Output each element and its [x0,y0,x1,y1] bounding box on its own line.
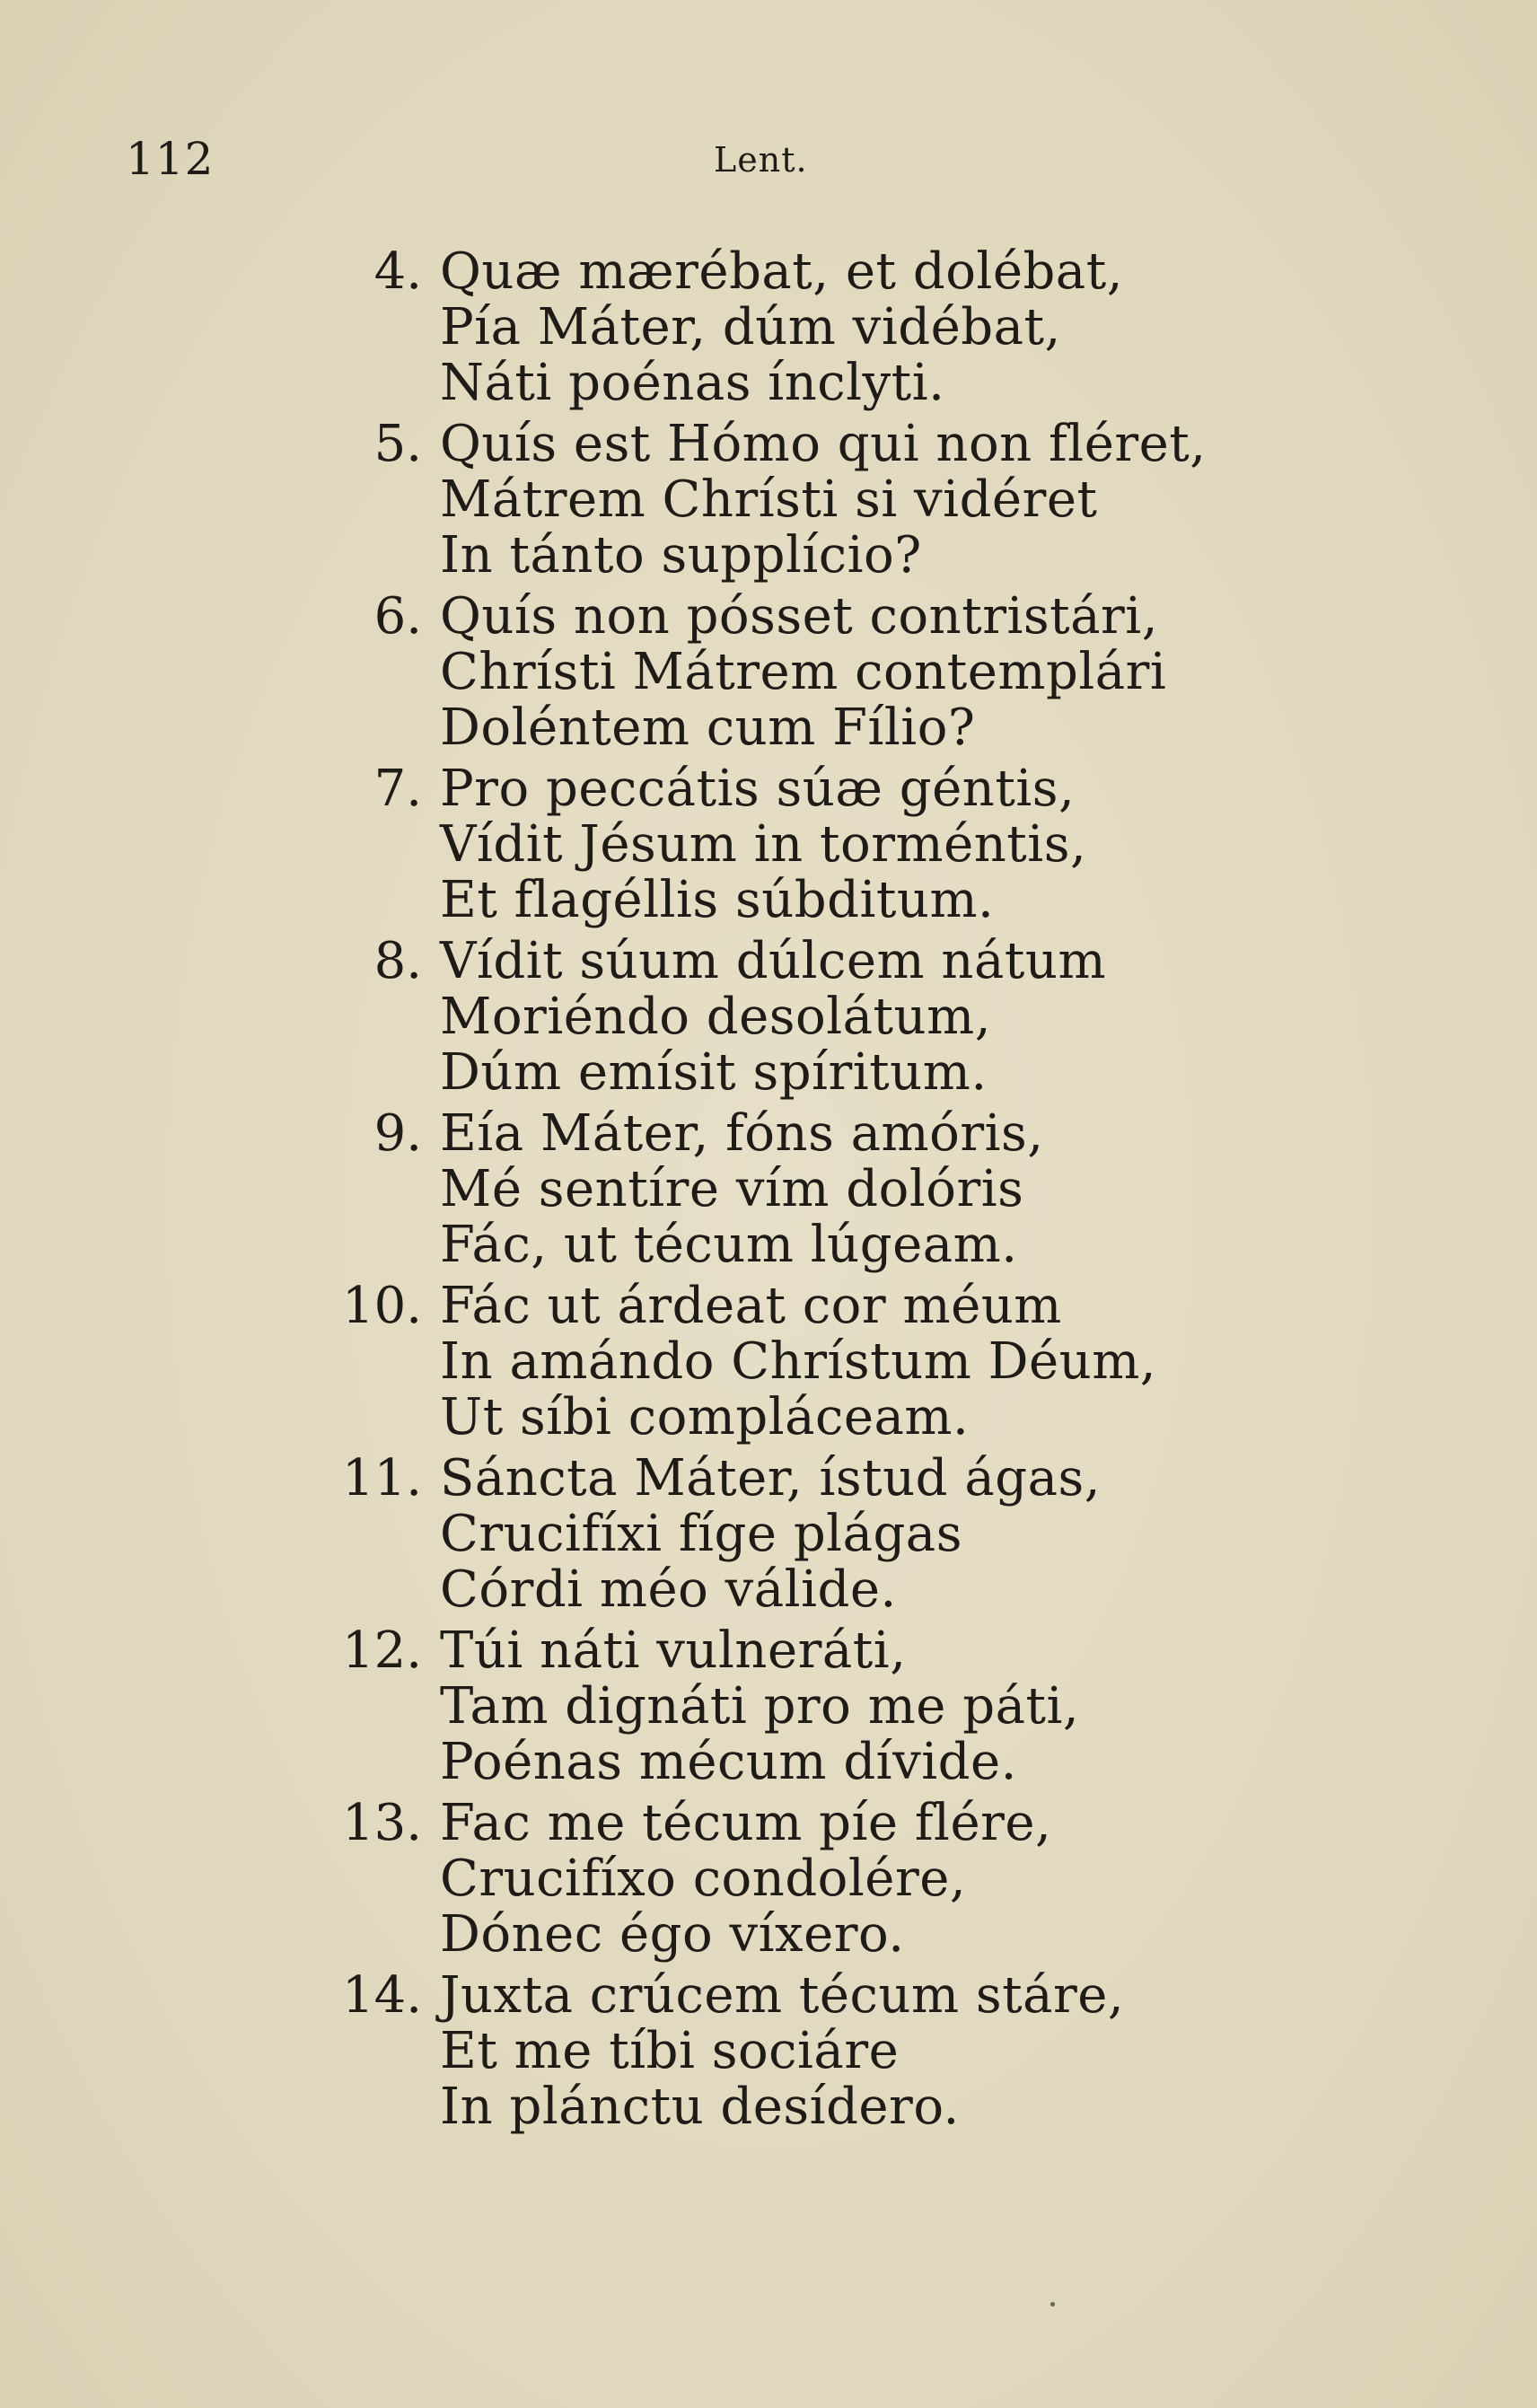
verse-line: Córdi méo válide. [440,1560,897,1619]
verse-line: Túi náti vulneráti, [440,1621,907,1680]
verse-line: Pro peccátis súæ géntis, [440,760,1076,818]
verse-line: Doléntem cum Fílio? [440,699,976,757]
stanza-number: 10. [341,1277,422,1335]
verse-line: Poénas mécum dívide. [440,1733,1017,1791]
verse-line: Crucifíxi fíge plágas [440,1505,962,1563]
stanza [314,417,1374,584]
verse-line: Et me tíbi sociáre [440,2022,900,2080]
page-number: 112 [126,133,215,185]
verse-line: Fac me técum píe flére, [440,1794,1052,1852]
verse-line: Quís est Hómo qui non fléret, [440,415,1207,473]
stanza-number: 9. [373,1104,422,1163]
verse-line: Mé sentíre vím dolóris [440,1160,1024,1218]
verse-line: In amándo Chrístum Déum, [440,1332,1157,1391]
verse-line: Crucifíxo condolére, [440,1850,967,1908]
stanza-number: 4. [373,242,422,301]
stanza [314,589,1374,756]
stanza-number: 12. [341,1621,422,1680]
verse-line: Vídit súum dúlcem nátum [440,932,1107,990]
hymn-text [314,244,1374,2140]
stanza-lines [440,417,1374,584]
stanza-lines [440,1279,1374,1446]
stanza-lines [440,761,1374,928]
stanza [314,1106,1374,1273]
verse-line: Náti poénas ínclyti. [440,354,945,412]
verse-line: Dúm emísit spíritum. [440,1043,988,1102]
stanza-lines [440,1968,1374,2135]
verse-line: Pía Máter, dúm vidébat, [440,298,1061,356]
stanza-lines [440,1106,1374,1273]
stanza-lines [440,589,1374,756]
stanza [314,244,1374,411]
verse-line: Chrísti Mátrem contemplári [440,643,1167,701]
verse-line: Mátrem Chrísti si vidéret [440,470,1098,529]
stanza-lines [440,1796,1374,1963]
verse-line: Eía Máter, fóns amóris, [440,1104,1044,1163]
verse-line: Sáncta Máter, ístud ágas, [440,1449,1101,1507]
stanza-number: 8. [373,932,422,990]
verse-line: Vídit Jésum in torméntis, [440,815,1087,874]
stanza-lines [440,1623,1374,1790]
verse-line: Ut síbi compláceam. [440,1388,970,1446]
verse-line: Moriéndo desolátum, [440,988,992,1046]
verse-line: Fác ut árdeat cor méum [440,1277,1062,1335]
stanza [314,1451,1374,1618]
paper-speck [1050,2302,1055,2307]
stanza [314,1968,1374,2135]
verse-line: Juxta crúcem técum stáre, [440,1966,1125,2025]
stanza [314,934,1374,1101]
stanza-number: 7. [373,760,422,818]
stanza [314,1623,1374,1790]
stanza [314,1796,1374,1963]
stanza-number: 5. [373,415,422,473]
stanza-lines [440,1451,1374,1618]
stanza [314,1279,1374,1446]
verse-line: Fác, ut técum lúgeam. [440,1216,1018,1274]
stanza-lines [440,244,1374,411]
stanza-lines [440,934,1374,1101]
stanza-number: 14. [341,1966,422,2025]
stanza-number: 6. [373,587,422,646]
verse-line: Et flagéllis súbditum. [440,871,995,929]
verse-line: Tam dignáti pro me páti, [440,1677,1080,1736]
verse-line: In tánto supplício? [440,526,922,584]
verse-line: In plánctu desídero. [440,2078,960,2136]
running-head: Lent. [714,140,808,180]
stanza-number: 13. [341,1794,422,1852]
verse-line: Quís non pósset contristári, [440,587,1158,646]
stanza-number: 11. [341,1449,422,1507]
verse-line: Dónec égo víxero. [440,1905,905,1964]
stanza [314,761,1374,928]
verse-line: Quæ mærébat, et dolébat, [440,242,1123,301]
